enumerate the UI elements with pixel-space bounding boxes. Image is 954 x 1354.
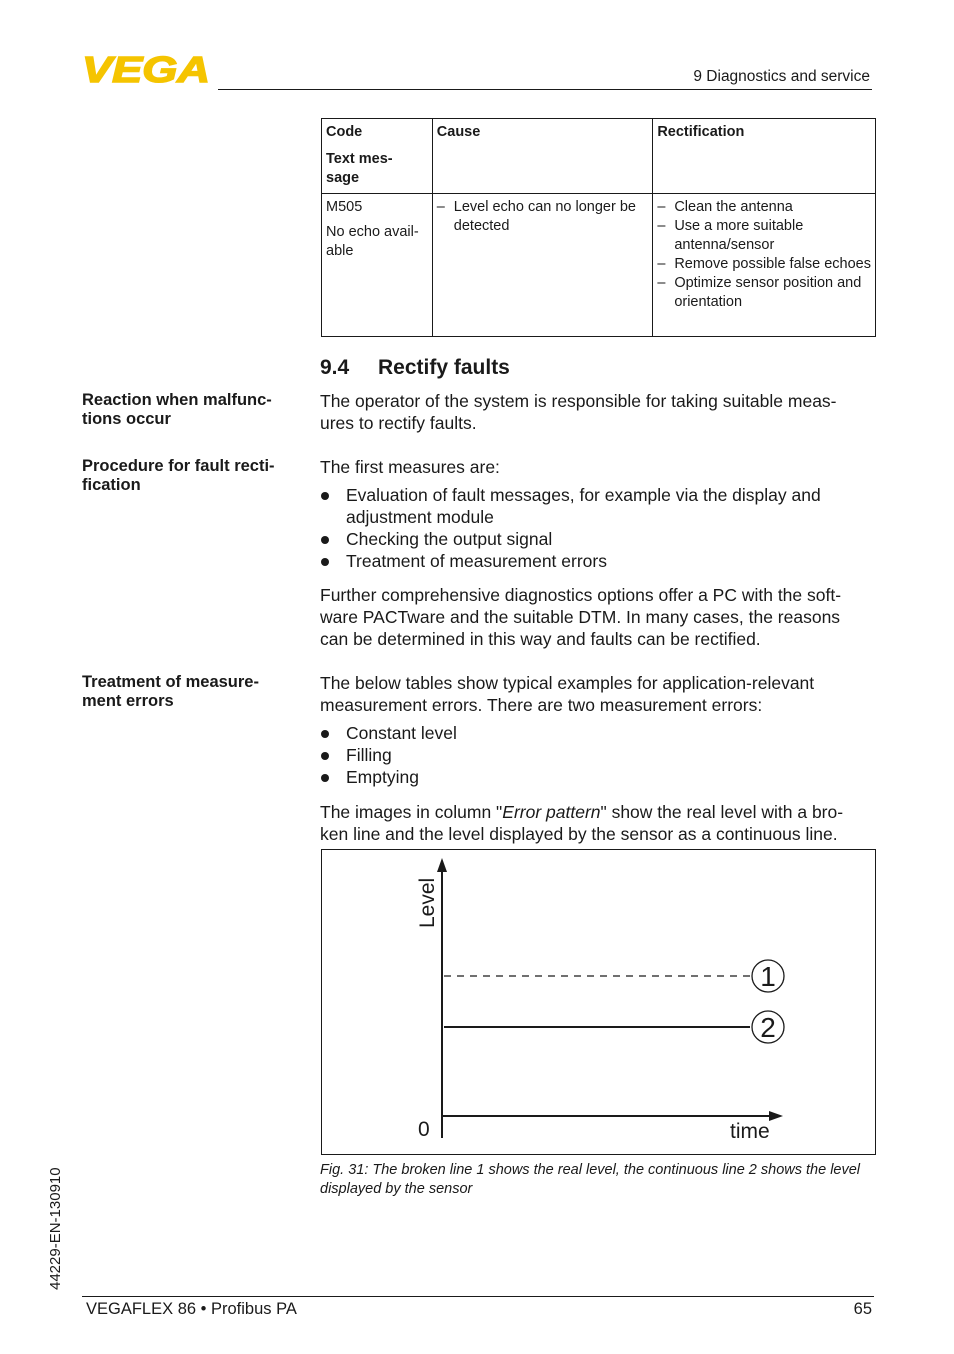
list-item: Checking the output signal bbox=[320, 528, 865, 550]
figure-caption: Fig. 31: The broken line 1 shows the real level, the continuous line 2 shows the level displayed by the sensor bbox=[320, 1162, 861, 1197]
list-item: – Use a more suitable antenna/sensor bbox=[657, 217, 871, 255]
list-item: – Optimize sensor position and orientation bbox=[657, 274, 871, 312]
header-text-message-label: Text mes- sage bbox=[326, 151, 393, 186]
list-item: Emptying bbox=[320, 766, 865, 788]
vega-logo bbox=[82, 52, 212, 84]
header-cause: Cause bbox=[432, 119, 653, 194]
rectification-list bbox=[657, 198, 871, 312]
treatment-intro: The below tables show typical examples for application-relevant measurement errors. There are two measurement errors: bbox=[320, 673, 815, 715]
y-axis-label: Level bbox=[416, 877, 439, 928]
footer-product: VEGAFLEX 86 • Profibus PA bbox=[86, 1300, 297, 1318]
figure-box bbox=[321, 849, 876, 1155]
footer-divider bbox=[82, 1296, 874, 1297]
table-header-row bbox=[322, 119, 876, 194]
list-item: – Level echo can no longer be detected bbox=[437, 198, 649, 236]
section-heading bbox=[320, 356, 510, 380]
list-item: Constant level bbox=[320, 722, 865, 744]
side-label-procedure: Procedure for fault recti- fication bbox=[82, 457, 275, 494]
x-axis-arrow bbox=[769, 1111, 783, 1121]
cell-code bbox=[322, 194, 433, 337]
list-item: Filling bbox=[320, 744, 865, 766]
side-label-treatment: Treatment of measure- ment errors bbox=[82, 673, 259, 710]
list-item: Evaluation of fault messages, for example via the display and adjustment module bbox=[320, 484, 865, 528]
x-axis-label: time bbox=[730, 1120, 770, 1143]
error-pattern-text-after: " show the real level with a bro- ken line and the level displayed by the sensor as a continuous line. bbox=[320, 802, 844, 844]
error-pattern-emphasis: Error pattern bbox=[502, 802, 601, 822]
marker-1-label: 1 bbox=[760, 961, 776, 992]
error-table bbox=[321, 118, 876, 337]
header-code-label: Code bbox=[326, 124, 363, 140]
y-axis-arrow bbox=[437, 858, 447, 872]
document-id: 44229-EN-130910 bbox=[47, 1167, 64, 1290]
list-item: – Remove possible false echoes bbox=[657, 255, 871, 274]
origin-label: 0 bbox=[418, 1118, 430, 1141]
header-code bbox=[322, 119, 433, 194]
procedure-intro: The first measures are: bbox=[320, 457, 500, 477]
treatment-bullets bbox=[320, 722, 865, 788]
page-number: 65 bbox=[853, 1300, 872, 1318]
header-rectification: Rectification bbox=[653, 119, 876, 194]
section-number: 9.4 bbox=[320, 356, 350, 379]
section-title: Rectify faults bbox=[378, 356, 510, 379]
message-value: No echo avail- able bbox=[326, 224, 419, 259]
code-value: M505 bbox=[326, 199, 363, 215]
header-section-title: 9 Diagnostics and service bbox=[693, 68, 870, 85]
procedure-further-text: Further comprehensive diagnostics options offer a PC with the soft- ware PACTware and the suitable DTM. In many cases, the reasons can be determined in this way and faults can be rectified. bbox=[320, 585, 842, 649]
svg-text:VEGA: VEGA bbox=[82, 52, 210, 84]
procedure-bullets bbox=[320, 484, 865, 572]
cell-cause bbox=[432, 194, 653, 337]
list-item: – Clean the antenna bbox=[657, 198, 871, 217]
level-diagram bbox=[322, 850, 875, 1154]
reaction-text: The operator of the system is responsible for taking suitable meas- ures to rectify faults. bbox=[320, 391, 837, 433]
error-pattern-text bbox=[320, 801, 865, 845]
table-row bbox=[322, 194, 876, 337]
cell-rectification bbox=[653, 194, 876, 337]
marker-2-label: 2 bbox=[760, 1012, 776, 1043]
error-pattern-text-before: The images in column " bbox=[320, 802, 503, 822]
side-label-reaction: Reaction when malfunc- tions occur bbox=[82, 391, 272, 428]
header-divider bbox=[218, 89, 872, 90]
cause-list bbox=[437, 198, 649, 236]
list-item: Treatment of measurement errors bbox=[320, 550, 865, 572]
